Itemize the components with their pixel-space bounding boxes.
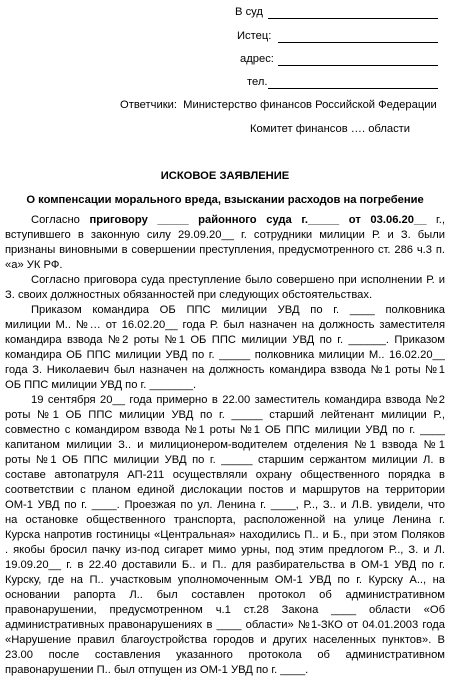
phone-field [268,88,438,89]
body-line: года З. Николаевич был назначен на должность командира взвода №1 роты №1 [5,364,445,376]
body-line: на остановке общественного транспорта, расположенной на улице Ленина г. [5,514,445,526]
court-line [0,4,450,22]
court-field [268,18,438,19]
respondents-line [120,97,437,113]
claim-body [5,213,445,678]
body-line: 19.09.20__ г. в 22.40 доставили Б.. и П.. для разбирательства в ОМ-1 УВД по г. [5,559,445,571]
body-line: Приказом командира ОБ ППС милиции УВД по г. ____ полковника [31,304,445,316]
body-line: административных правонарушениях в ____ области» №1-ЗКО от 04.01.2003 года [5,619,445,631]
body-line: командира взвода №2 роты №1 ОБ ППС милиции УВД по г. ______. Приказом [5,334,445,346]
body-line: основании рапорта Л.. был составлен протокол об административном [5,589,445,601]
phone-label: тел. [247,76,268,88]
plaintiff-line [0,28,450,46]
body-line: «а» УК РФ. [5,259,63,271]
court-label: В суд [235,6,263,18]
body-line: «Нарушение правил благоустройства городов и других населенных пунктов». В [5,634,445,646]
address-line [0,51,450,69]
body-line: ОБ ППС милиции УВД по г. _______. [5,379,197,391]
body-line: капитаном милиции З.. и милиционером-водителем отделения №1 взвода №1 [5,439,445,451]
body-line: роты №1 ОБ ППС милиции УВД по г. _____ старшим сержантом милиции Л. в [5,454,445,466]
address-field [278,65,438,66]
respondent-committee: Комитет финансов …. области [250,123,411,135]
document-title: ИСКОВОЕ ЗАЯВЛЕНИЕ [160,170,290,182]
respondent-ministry: Министерство финансов Российской Федерации [183,99,437,111]
body-line: роты №1 ОБ ППС милиции УВД по г. _____ старший лейтенант милиции Р., [5,409,445,421]
body-line: правонарушении П.. был отпущен из ОМ-1 УВД по г. ____. [5,664,309,676]
body-line: 23.00 после составления указанного протокола об административном [5,649,445,661]
body-line: правонарушении, предусмотренном ч.1 ст.28 Закона ____ области «Об [5,604,445,616]
body-line: Курску, где на П.. участковым уполномоченным ОМ-1 УВД по г. Курску А.., на [5,574,445,586]
address-label: адрес: [240,53,274,65]
body-line: . якобы бросил пачку из-под сигарет мимо урны, под этим предлогом Р.., З. и Л. [5,544,445,556]
document-subtitle: О компенсации морального вреда, взыскании расходов на погребение [26,194,424,206]
plaintiff-label: Истец: [237,30,272,42]
respondents-label: Ответчики: [120,99,177,111]
plaintiff-field [278,42,438,43]
body-line: совместно с командиром взвода №1 роты №1 ОБ ППС милиции УВД по г. ____ [5,424,445,436]
body-line: вступившего в законную силу 29.09.20__ г. сотрудники милиции Р. и З. были [5,229,445,241]
body-line: командира ОБ ППС милиции УВД по г. _____ полковника милиции М.. 16.02.20__ [5,349,445,361]
body-line: З. своих должностных обязанностей при следующих обстоятельствах. [5,289,373,301]
body-line: Согласно приговора суда преступление было совершено при исполнении Р. и [31,274,445,286]
body-line: Согласно приговору _____ районного суда г._____ от 03.06.20__ г., [31,214,445,226]
body-line: признаны виновными в совершении преступления, предусмотренного ст. 286 ч.3 п. [5,244,445,256]
phone-line [0,74,450,92]
body-line: соответствии с планом единой дислокации постов и маршрутов на территории [5,484,445,496]
body-line: ОМ-1 УВД по г. ____. Проезжая по ул. Ленина г. ____, Р.., З.. и Л.В. увидели, что [5,499,445,511]
body-line: 19 сентября 20__ года примерно в 22.00 заместитель командира взвода №2 [31,394,445,406]
body-line: составе автопатруля АП-211 осуществляли охрану общественного порядка в [5,469,445,481]
body-line: милиции М.. №… от 16.02.20__ года Р. был назначен на должность заместителя [5,319,445,331]
body-line: Курска напротив гостиницы «Центральная» находились П.. и Б., при этом Поляков [5,529,445,541]
